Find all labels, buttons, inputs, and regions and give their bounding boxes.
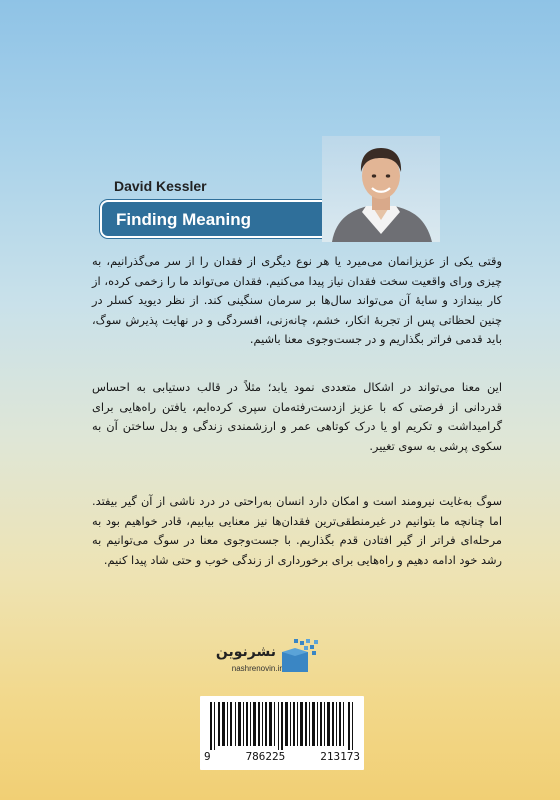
publisher-logo <box>212 638 338 678</box>
isbn-group-1: 786225 <box>245 750 286 763</box>
isbn-group-2: 213173 <box>320 750 360 763</box>
blurb-paragraph-2: این معنا می‌تواند در اشکال متعددی نمود یابد؛ مثلاً در قالب دستیابی به احساس قدردانی از فرصتی که با عزیز ازدست‌رفته‌مان سپری کرده‌ایم، یافتن راه‌هایی برای گرامیداشت و تکریم او یا درک کوتاهی عمر و ارزشمندی زندگی و بدل ساختن آن به سکوی پرشی به سوی تغییر. <box>92 380 502 453</box>
author-name: David Kessler <box>114 178 207 194</box>
isbn-barcode <box>200 696 364 770</box>
blurb-paragraph-1: وقتی یکی از عزیزانمان می‌میرد یا هر نوع دیگری از فقدان را از سر می‌گذرانیم، به چیزی ورای واقعیت سخت فقدان نیاز پیدا می‌کنیم. فقدان می‌تواند ما را زخمی کرده، از کار بیندازد و سایهٔ آن می‌تواند سال‌ها بر سرمان سنگینی کند. از نظر دیوید کسلر در چنین لحظاتی پس از تجربهٔ انکار، خشم، چانه‌زنی، افسردگی و در نهایت پذیرش سوگ، باید قدمی فراتر بگذاریم و در جست‌وجوی معنا باشیم. <box>92 254 502 347</box>
book-title: Finding Meaning <box>116 210 252 229</box>
publisher-url: nashrenovin.ir <box>231 664 282 673</box>
author-photo <box>322 136 440 242</box>
isbn-prefix: 9 <box>204 750 211 763</box>
book-mosaic-icon <box>280 638 320 674</box>
publisher-name: نشرنوین <box>215 644 276 660</box>
barcode-bars <box>210 702 354 750</box>
blurb-paragraph-3: سوگ به‌غایت نیرومند است و امکان دارد انسان به‌راحتی در درد ناشی از آن گیر بیفتد. اما چنانچه ما بتوانیم در غیرمنطقی‌ترین فقدان‌ها نیز معنایی بیابیم، قادر خواهیم بود به مرحله‌ای فراتر از گیر افتادن قدم بگذاریم. با جست‌وجوی معنا در سوگ می‌توانیم به رشد خود ادامه دهیم و راه‌هایی برای برخورداری از زندگی خوب و حتی شاد پیدا کنیم. <box>92 494 502 567</box>
isbn-digits <box>204 750 360 763</box>
